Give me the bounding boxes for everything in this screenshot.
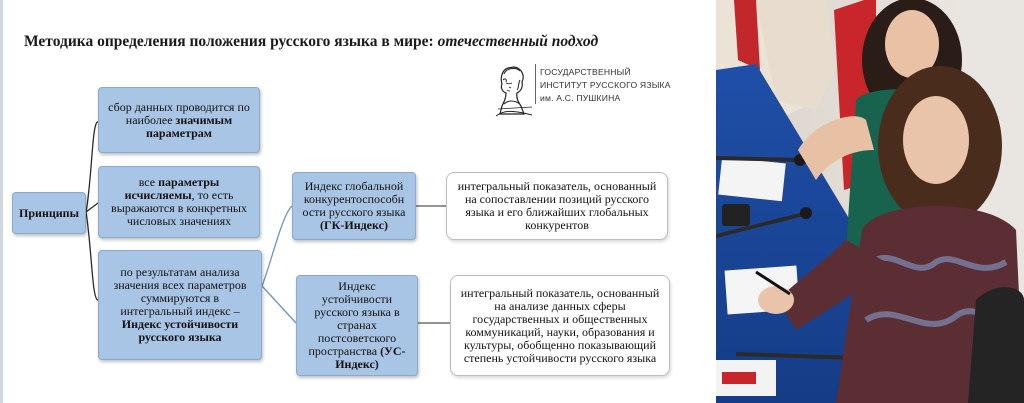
index-1-content [299, 180, 409, 232]
principle-data-collection-box [98, 87, 260, 153]
microphone-1 [716, 158, 798, 160]
microphone-2-head [800, 207, 812, 219]
slide-title-emphasis: отечественный подход [437, 33, 599, 50]
gk-index-box [292, 172, 416, 240]
desc-1-text: интегральный показатель, основанный на сопоставлении позиций русского языка и его ближайших глобальных конкурентов [457, 179, 657, 232]
principle-2-bold: параметры исчисляемы [124, 175, 220, 202]
principle-2-content [107, 176, 251, 228]
connector-principle3-to-indices [262, 206, 296, 323]
principle-1-text: сбор данных проводится по наиболее [108, 99, 250, 127]
principles-label: Принципы [19, 205, 79, 220]
panel-participants-photo [716, 0, 1024, 403]
index-1-bold: (ГК-Индекс) [320, 218, 388, 232]
logo-text-line-3: им. А.С. ПУШКИНА [540, 93, 621, 103]
index-1-text: Индекс глобальной конкурентоспособн ости русского языка [302, 179, 406, 219]
principle-2-text-before: все [138, 175, 156, 189]
principle-integral-index-box [98, 250, 262, 360]
slide-title-main: Методика определения положения русского языка в мире: [24, 33, 434, 50]
us-index-box [296, 275, 418, 376]
phone [722, 204, 750, 226]
principle-3-content [107, 266, 253, 344]
index-2-bold: (УС-Индекс) [335, 344, 406, 371]
logo-text-line-1: ГОСУДАРСТВЕННЫЙ [540, 67, 631, 77]
woman-2-hand [758, 286, 794, 314]
desc-2-text: интегральный показатель, основанный на анализе данных сферы государственных и общественных коммуникаций, науки, образования и культуры, обобщенно показывающий степень устойчивости русского языка [460, 285, 660, 365]
camera-feed [716, 0, 1024, 403]
principle-measurable-box [98, 166, 260, 238]
principle-2-text-after: , то есть выражаются в конкретных числовых значениях [111, 188, 247, 228]
name-card-red [722, 372, 756, 384]
principles-box [12, 192, 86, 234]
gk-index-description-box [446, 172, 668, 240]
connector-principles-bracket [86, 122, 98, 300]
principle-3-text: по результатам анализа значения всех параметров суммируются в интегральный индекс – [113, 265, 247, 318]
papers [718, 157, 786, 201]
logo-text-line-2: ИНСТИТУТ РУССКОГО ЯЗЫКА [540, 80, 671, 90]
foreground-person-shoulder [968, 287, 1024, 403]
index-2-content [303, 280, 411, 371]
principle-1-bold: значимым параметрам [146, 112, 233, 140]
us-index-description-box [450, 275, 670, 376]
index-2-text: Индекс устойчивости русского языка в странах постсоветского пространства [308, 279, 400, 358]
woman-2-face [903, 96, 969, 184]
principle-3-bold: Индекс устойчивости русского языка [121, 317, 239, 344]
principle-1-content [105, 101, 253, 140]
